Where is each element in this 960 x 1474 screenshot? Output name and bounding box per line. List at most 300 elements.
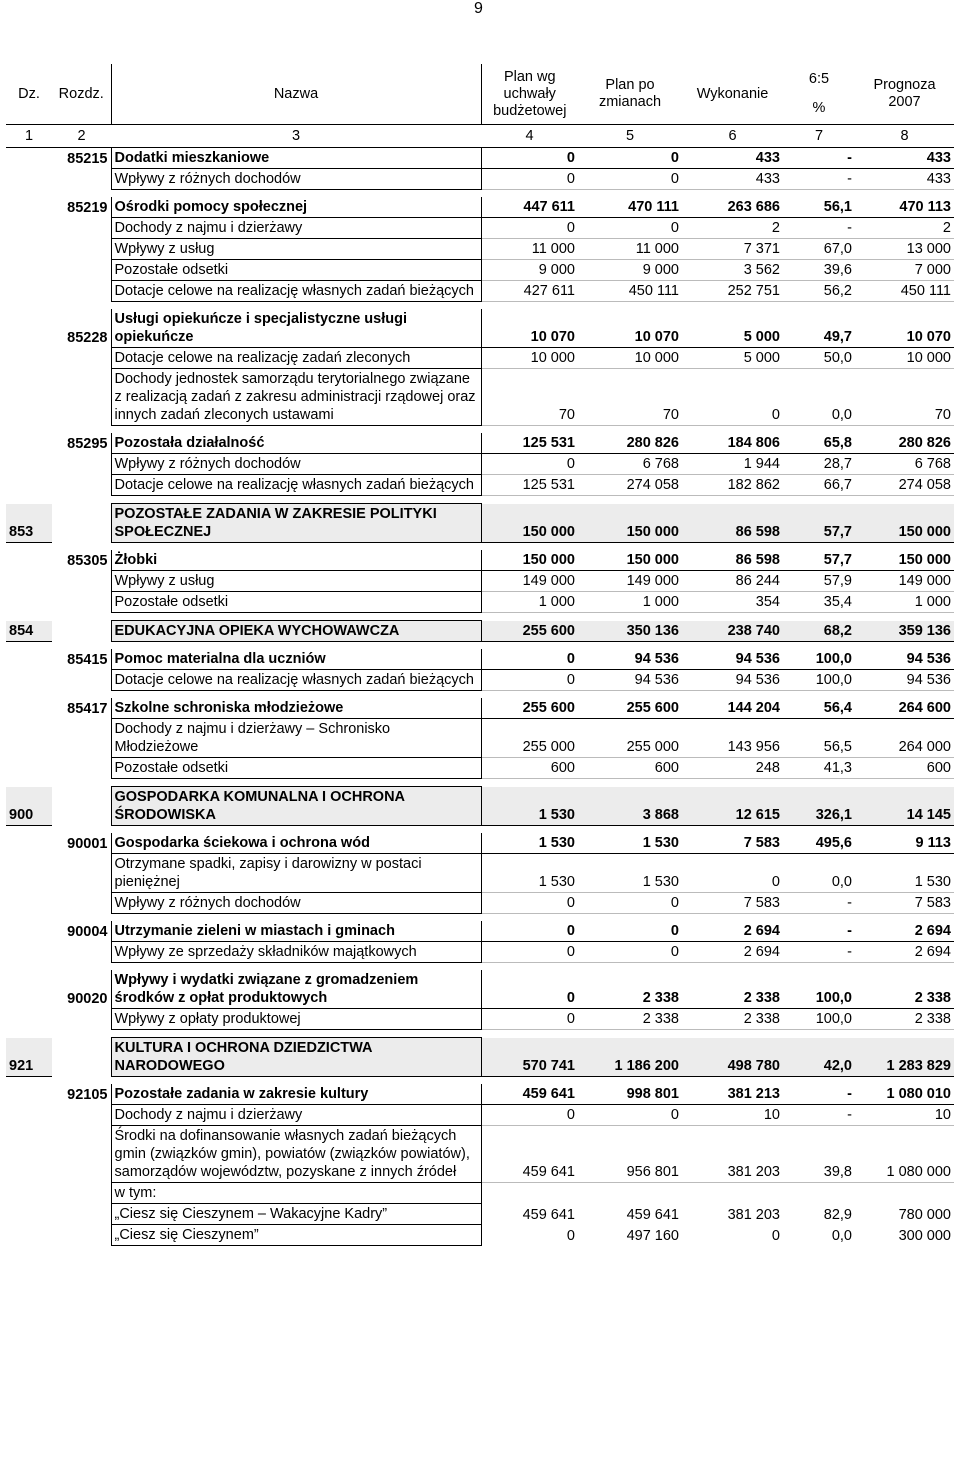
prog-cell: 1 530 — [855, 854, 954, 893]
plan-cell: 11 000 — [481, 239, 578, 260]
pct-cell: 0,0 — [831, 1227, 852, 1244]
plan_po-cell: 10 000 — [578, 348, 682, 369]
nazwa-cell: Wpływy z opłaty produktowej — [111, 1009, 481, 1030]
header-row — [6, 64, 954, 125]
plan-cell: 459 641 — [481, 1084, 578, 1105]
spacer-cell — [6, 496, 954, 504]
prog-cell: 10 — [855, 1105, 954, 1126]
nazwa-cell: Pozostałe odsetki — [111, 758, 481, 779]
table-row — [6, 504, 954, 543]
pct-cell: 65,8 — [783, 433, 855, 454]
dz-cell — [6, 854, 52, 893]
plan_po-cell: 280 826 — [578, 433, 682, 454]
plan-cell: 600 — [481, 758, 578, 779]
plan_po-cell: 0 — [578, 921, 682, 942]
plan_po-cell — [578, 1183, 682, 1204]
spacer-cell — [6, 426, 954, 434]
dz-cell — [6, 1105, 52, 1126]
plan-cell: 0 — [481, 1105, 578, 1126]
dz-cell — [6, 197, 52, 218]
table-row — [6, 893, 954, 914]
plan_po-cell: 2 338 — [578, 970, 682, 1009]
dz-cell — [6, 1009, 52, 1030]
prog-cell: 150 000 — [855, 550, 954, 571]
table-row — [6, 348, 954, 369]
prog-cell: 780 000 — [898, 1206, 951, 1223]
dz-cell — [6, 893, 52, 914]
pct-cell: 28,7 — [783, 454, 855, 475]
rozdz-cell — [52, 475, 111, 496]
wyk-cell: 2 694 — [682, 942, 783, 963]
wyk-cell: 2 — [682, 218, 783, 239]
prog-cell: 2 694 — [855, 921, 954, 942]
plan_po-cell: 94 536 — [578, 670, 682, 691]
plan_po-cell: 150 000 — [578, 550, 682, 571]
prog-cell: 2 694 — [855, 942, 954, 963]
header-nazwa: Nazwa — [111, 64, 481, 125]
prog-cell: 2 338 — [855, 970, 954, 1009]
rozdz-cell: 85417 — [67, 700, 108, 717]
spacer-row — [6, 779, 954, 787]
spacer-row — [6, 426, 954, 434]
plan-cell: 125 531 — [481, 433, 578, 454]
wyk-cell: 0 — [771, 1227, 780, 1244]
dz-cell: 854 — [6, 621, 52, 642]
nazwa-cell: Żłobki — [111, 550, 481, 571]
spacer-cell — [6, 543, 954, 551]
spacer-row — [6, 1030, 954, 1038]
pct-cell: - — [783, 1105, 855, 1126]
pct-cell: 56,2 — [783, 281, 855, 302]
header-dz: Dz. — [6, 64, 52, 125]
plan_po-cell: 470 111 — [578, 197, 682, 218]
col-number: 3 — [111, 125, 481, 148]
table-row — [6, 1225, 954, 1246]
table-row — [6, 1084, 954, 1105]
wyk-cell: 86 598 — [682, 504, 783, 543]
dz-cell — [6, 670, 52, 691]
prog-cell: 94 536 — [855, 670, 954, 691]
rozdz-cell: 85415 — [67, 651, 108, 668]
rozdz-cell — [52, 1009, 111, 1030]
wyk-cell: 7 371 — [682, 239, 783, 260]
nazwa-cell: GOSPODARKA KOMUNALNA I OCHRONA ŚRODOWISKA — [111, 787, 481, 826]
pct-cell: - — [783, 921, 855, 942]
table-row — [6, 787, 954, 826]
table-row — [6, 942, 954, 963]
plan_po-cell: 1 530 — [578, 833, 682, 854]
spacer-row — [6, 1077, 954, 1085]
rozdz-cell: 85305 — [67, 552, 108, 569]
nazwa-cell: „Ciesz się Cieszynem – Wakacyjne Kadry” — [111, 1204, 481, 1225]
nazwa-cell: Dotacje celowe na realizację zadań zleconych — [111, 348, 481, 369]
plan-cell: 255 600 — [481, 698, 578, 719]
wyk-cell: 433 — [682, 169, 783, 190]
header-ratio-top: 6:5 — [808, 71, 830, 87]
col-number: 7 — [783, 125, 855, 148]
plan_po-cell: 1 186 200 — [578, 1038, 682, 1077]
plan_po-cell: 2 338 — [578, 1009, 682, 1030]
pct-cell: 57,7 — [783, 504, 855, 543]
rozdz-cell: 92105 — [67, 1086, 108, 1103]
dz-cell — [6, 1084, 52, 1105]
table-row — [6, 218, 954, 239]
table-row — [6, 1126, 954, 1183]
plan_po-cell: 0 — [578, 893, 682, 914]
dz-cell — [6, 550, 52, 571]
plan_po-cell: 450 111 — [578, 281, 682, 302]
prog-cell: 13 000 — [855, 239, 954, 260]
nazwa-cell: Wpływy z różnych dochodów — [111, 893, 481, 914]
pct-cell: - — [783, 148, 855, 169]
nazwa-cell: KULTURA I OCHRONA DZIEDZICTWA NARODOWEGO — [111, 1038, 481, 1077]
dz-cell — [6, 433, 52, 454]
table-row — [6, 1183, 954, 1204]
wyk-cell: 94 536 — [682, 670, 783, 691]
plan_po-cell: 0 — [578, 148, 682, 169]
wyk-cell: 86 598 — [682, 550, 783, 571]
nazwa-cell: Wpływy i wydatki związane z gromadzeniem środków z opłat produktowych — [111, 970, 481, 1009]
rozdz-cell — [52, 719, 111, 758]
prog-cell: 1 000 — [855, 592, 954, 613]
plan-cell: 1 000 — [481, 592, 578, 613]
rozdz-cell — [52, 670, 111, 691]
wyk-cell: 144 204 — [682, 698, 783, 719]
rozdz-cell — [52, 1204, 111, 1225]
rozdz-cell — [52, 504, 111, 543]
nazwa-cell: Wpływy ze sprzedaży składników majątkowych — [111, 942, 481, 963]
plan-cell: 0 — [566, 1227, 575, 1244]
dz-cell — [6, 649, 52, 670]
plan-cell: 0 — [481, 670, 578, 691]
wyk-cell: 5 000 — [682, 309, 783, 348]
pct-cell: 57,7 — [783, 550, 855, 571]
rozdz-cell — [52, 592, 111, 613]
plan_po-cell: 274 058 — [578, 475, 682, 496]
pct-cell: 35,4 — [783, 592, 855, 613]
plan_po-cell: 497 160 — [626, 1227, 679, 1244]
nazwa-cell: Dochody z najmu i dzierżawy – Schronisko Młodzieżowe — [111, 719, 481, 758]
spacer-row — [6, 914, 954, 922]
nazwa-cell: Pomoc materialna dla uczniów — [111, 649, 481, 670]
dz-cell — [6, 348, 52, 369]
table-row — [6, 621, 954, 642]
rozdz-cell: 85215 — [67, 150, 108, 167]
spacer-row — [6, 496, 954, 504]
prog-cell: 264 600 — [855, 698, 954, 719]
plan_po-cell: 6 768 — [578, 454, 682, 475]
plan-cell: 0 — [481, 1009, 578, 1030]
pct-cell: 49,7 — [783, 309, 855, 348]
wyk-cell: 433 — [682, 148, 783, 169]
table-row — [6, 550, 954, 571]
rozdz-cell — [52, 621, 111, 642]
rozdz-cell — [52, 454, 111, 475]
prog-cell: 450 111 — [855, 281, 954, 302]
spacer-cell — [6, 302, 954, 310]
rozdz-cell — [52, 369, 111, 426]
prog-cell: 7 000 — [855, 260, 954, 281]
spacer-cell — [6, 826, 954, 834]
dz-cell — [6, 758, 52, 779]
spacer-row — [6, 543, 954, 551]
dz-cell — [6, 239, 52, 260]
header-plan-po: Plan po zmianach — [578, 64, 682, 125]
nazwa-cell: Dotacje celowe na realizację własnych zadań bieżących — [111, 475, 481, 496]
rozdz-cell — [52, 348, 111, 369]
plan-cell: 0 — [481, 649, 578, 670]
plan_po-cell: 0 — [578, 218, 682, 239]
plan_po-cell: 150 000 — [578, 504, 682, 543]
prog-cell: 149 000 — [855, 571, 954, 592]
plan_po-cell: 1 530 — [578, 854, 682, 893]
plan-cell: 427 611 — [481, 281, 578, 302]
wyk-cell: 182 862 — [682, 475, 783, 496]
rozdz-cell: 90020 — [67, 990, 108, 1007]
dz-cell — [6, 169, 52, 190]
pct-cell: 100,0 — [783, 1009, 855, 1030]
wyk-cell: 5 000 — [682, 348, 783, 369]
prog-cell: 6 768 — [855, 454, 954, 475]
header-rozdz: Rozdz. — [52, 64, 111, 125]
plan-cell: 0 — [481, 921, 578, 942]
dz-cell — [6, 1183, 52, 1204]
prog-cell: 359 136 — [855, 621, 954, 642]
header-ratio — [783, 64, 855, 125]
wyk-cell: 238 740 — [682, 621, 783, 642]
pct-cell: 67,0 — [783, 239, 855, 260]
pct-cell: 100,0 — [783, 970, 855, 1009]
nazwa-cell: EDUKACYJNA OPIEKA WYCHOWAWCZA — [111, 621, 481, 642]
plan-cell — [481, 1183, 578, 1204]
table-row — [6, 454, 954, 475]
plan_po-cell: 0 — [578, 1105, 682, 1126]
table-row — [6, 719, 954, 758]
dz-cell — [6, 942, 52, 963]
wyk-cell: 252 751 — [682, 281, 783, 302]
table-row — [6, 1204, 954, 1225]
table-row — [6, 281, 954, 302]
col-number: 2 — [52, 125, 111, 148]
table-row — [6, 369, 954, 426]
wyk-cell: 0 — [682, 854, 783, 893]
pct-cell: 42,0 — [783, 1038, 855, 1077]
plan_po-cell: 3 868 — [578, 787, 682, 826]
wyk-cell: 143 956 — [682, 719, 783, 758]
rozdz-cell — [52, 169, 111, 190]
plan-cell: 0 — [481, 893, 578, 914]
table-row — [6, 475, 954, 496]
prog-cell — [855, 1183, 954, 1204]
dz-cell — [6, 592, 52, 613]
nazwa-cell: Otrzymane spadki, zapisy i darowizny w postaci pieniężnej — [111, 854, 481, 893]
rozdz-cell — [52, 239, 111, 260]
table-row — [6, 433, 954, 454]
prog-cell: 70 — [855, 369, 954, 426]
nazwa-cell: Pozostałe odsetki — [111, 260, 481, 281]
plan-cell: 1 530 — [481, 787, 578, 826]
pct-cell: - — [783, 942, 855, 963]
wyk-cell: 10 — [682, 1105, 783, 1126]
nazwa-cell: Środki na dofinansowanie własnych zadań bieżących gmin (związków gmin), powiatów (związków powiatów), samorządów województw, pozyskane z innych źródeł — [111, 1126, 481, 1183]
plan-cell: 255 600 — [481, 621, 578, 642]
table-row — [6, 148, 954, 169]
plan-cell: 0 — [481, 169, 578, 190]
spacer-cell — [6, 642, 954, 650]
pct-cell: 326,1 — [783, 787, 855, 826]
nazwa-cell: Dotacje celowe na realizację własnych zadań bieżących — [111, 670, 481, 691]
plan-cell: 1 530 — [481, 854, 578, 893]
table-row — [6, 1009, 954, 1030]
table-row — [6, 758, 954, 779]
table-row — [6, 592, 954, 613]
col-number: 1 — [6, 125, 52, 148]
plan_po-cell: 149 000 — [578, 571, 682, 592]
prog-cell: 280 826 — [855, 433, 954, 454]
spacer-row — [6, 642, 954, 650]
prog-cell: 94 536 — [855, 649, 954, 670]
plan-cell: 447 611 — [481, 197, 578, 218]
plan_po-cell: 0 — [578, 942, 682, 963]
column-number-row — [6, 125, 954, 148]
spacer-row — [6, 691, 954, 699]
table-row — [6, 309, 954, 348]
rozdz-cell — [52, 218, 111, 239]
prog-cell: 9 113 — [855, 833, 954, 854]
plan_po-cell: 459 641 — [626, 1206, 679, 1223]
pct-cell: 82,9 — [823, 1206, 852, 1223]
dz-cell — [6, 281, 52, 302]
prog-cell: 2 338 — [855, 1009, 954, 1030]
plan_po-cell: 255 000 — [578, 719, 682, 758]
plan_po-cell: 255 600 — [578, 698, 682, 719]
pct-cell: - — [783, 218, 855, 239]
nazwa-cell: Usługi opiekuńcze i specjalistyczne usługi opiekuńcze — [111, 309, 481, 348]
plan_po-cell: 11 000 — [578, 239, 682, 260]
rozdz-cell — [52, 942, 111, 963]
rozdz-cell: 85295 — [67, 435, 108, 452]
rozdz-cell — [52, 281, 111, 302]
dz-cell — [6, 1126, 52, 1183]
wyk-cell: 7 583 — [682, 833, 783, 854]
spacer-cell — [6, 1030, 954, 1038]
header-plan-wg: Plan wg uchwały budżetowej — [481, 64, 578, 125]
prog-cell: 470 113 — [855, 197, 954, 218]
prog-cell: 433 — [855, 169, 954, 190]
pct-cell: 50,0 — [783, 348, 855, 369]
pct-cell: 56,4 — [783, 698, 855, 719]
nazwa-cell: Dotacje celowe na realizację własnych zadań bieżących — [111, 281, 481, 302]
header-ratio-bottom: % — [812, 100, 826, 116]
pct-cell: 56,5 — [783, 719, 855, 758]
nazwa-cell: Gospodarka ściekowa i ochrona wód — [111, 833, 481, 854]
nazwa-cell: Dochody z najmu i dzierżawy — [111, 218, 481, 239]
table-row — [6, 1038, 954, 1077]
dz-cell — [6, 309, 52, 348]
dz-cell — [6, 260, 52, 281]
prog-cell: 300 000 — [898, 1227, 951, 1244]
dz-cell — [6, 571, 52, 592]
nazwa-cell: Pozostałe zadania w zakresie kultury — [111, 1084, 481, 1105]
rozdz-cell — [52, 758, 111, 779]
plan_po-cell: 9 000 — [578, 260, 682, 281]
plan-cell: 10 070 — [481, 309, 578, 348]
plan_po-cell: 956 801 — [578, 1126, 682, 1183]
wyk-cell: 263 686 — [682, 197, 783, 218]
prog-cell: 600 — [855, 758, 954, 779]
nazwa-cell: Pozostałe odsetki — [111, 592, 481, 613]
pct-cell: 100,0 — [783, 649, 855, 670]
dz-cell: 921 — [6, 1038, 52, 1077]
rozdz-cell: 90004 — [67, 923, 108, 940]
prog-cell: 10 070 — [855, 309, 954, 348]
spacer-cell — [6, 691, 954, 699]
wyk-cell: 7 583 — [682, 893, 783, 914]
dz-cell — [6, 1225, 52, 1246]
table-row — [6, 571, 954, 592]
nazwa-cell: Dochody jednostek samorządu terytorialnego związane z realizacją zadań z zakresu administracji rządowej oraz innych zadań zleconych ustawami — [111, 369, 481, 426]
spacer-cell — [6, 779, 954, 787]
pct-cell: - — [783, 1084, 855, 1105]
rozdz-cell: 85219 — [67, 199, 108, 216]
plan_po-cell: 70 — [578, 369, 682, 426]
pct-cell: 57,9 — [783, 571, 855, 592]
plan-cell: 570 741 — [481, 1038, 578, 1077]
dz-cell — [6, 698, 52, 719]
spacer-row — [6, 302, 954, 310]
spacer-row — [6, 963, 954, 971]
nazwa-cell: Wpływy z różnych dochodów — [111, 454, 481, 475]
rozdz-cell: 85228 — [67, 329, 108, 346]
spacer-cell — [6, 963, 954, 971]
table-row — [6, 970, 954, 1009]
nazwa-cell: w tym: — [111, 1183, 481, 1204]
nazwa-cell: Wpływy z różnych dochodów — [111, 169, 481, 190]
pct-cell: - — [783, 169, 855, 190]
plan-cell: 255 000 — [481, 719, 578, 758]
nazwa-cell: Dodatki mieszkaniowe — [111, 148, 481, 169]
pct-cell: 41,3 — [783, 758, 855, 779]
rozdz-cell — [52, 1183, 111, 1204]
spacer-cell — [6, 613, 954, 621]
pct-cell: 0,0 — [783, 854, 855, 893]
rozdz-cell — [52, 1105, 111, 1126]
plan_po-cell: 600 — [578, 758, 682, 779]
table-row — [6, 854, 954, 893]
prog-cell: 1 283 829 — [855, 1038, 954, 1077]
table-row — [6, 239, 954, 260]
header-wykonanie: Wykonanie — [682, 64, 783, 125]
dz-cell — [6, 921, 52, 942]
wyk-cell: 12 615 — [682, 787, 783, 826]
prog-cell: 2 — [855, 218, 954, 239]
nazwa-cell: Dochody z najmu i dzierżawy — [111, 1105, 481, 1126]
rozdz-cell — [52, 854, 111, 893]
prog-cell: 1 080 000 — [855, 1126, 954, 1183]
table-row — [6, 698, 954, 719]
plan-cell: 0 — [481, 970, 578, 1009]
rozdz-cell — [52, 260, 111, 281]
nazwa-cell: Szkolne schroniska młodzieżowe — [111, 698, 481, 719]
wyk-cell: 381 203 — [727, 1206, 780, 1223]
spacer-row — [6, 613, 954, 621]
wyk-cell: 184 806 — [682, 433, 783, 454]
table-row — [6, 670, 954, 691]
nazwa-cell: Wpływy z usług — [111, 571, 481, 592]
rozdz-cell — [52, 571, 111, 592]
plan-cell: 70 — [481, 369, 578, 426]
prog-cell: 10 000 — [855, 348, 954, 369]
